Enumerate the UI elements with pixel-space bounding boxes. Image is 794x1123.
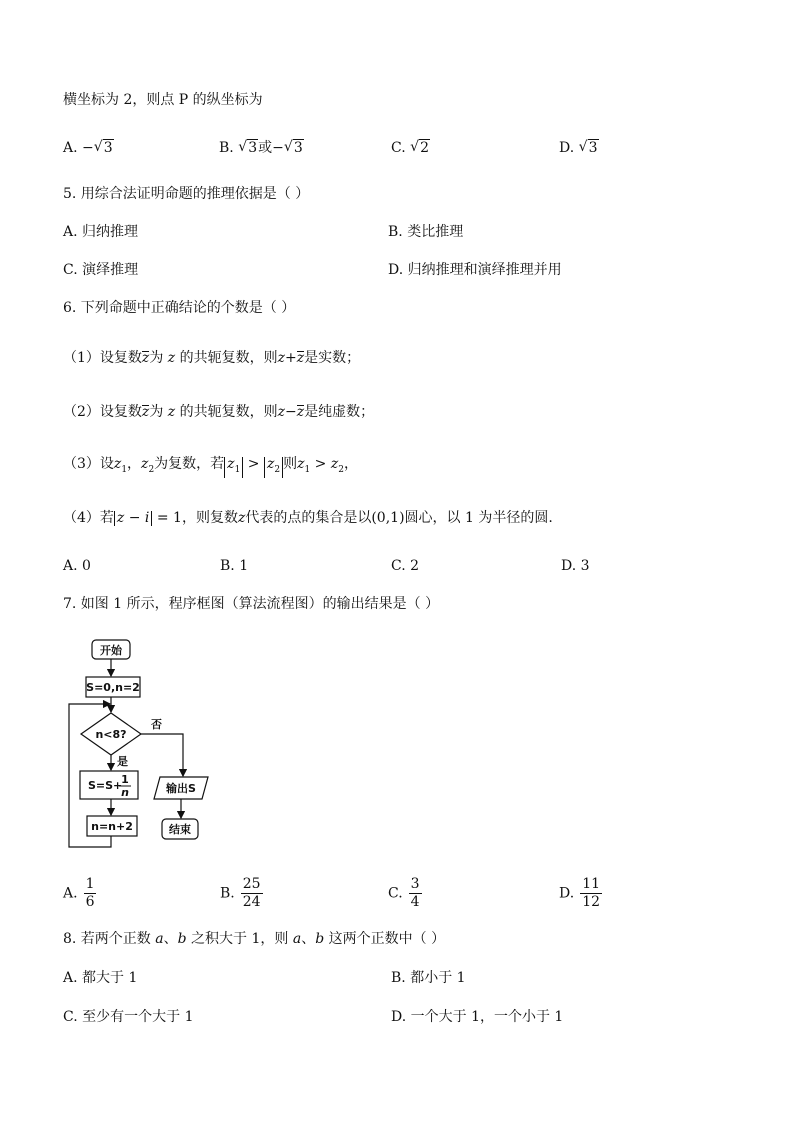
q6-stem: 6. 下列命题中正确结论的个数是（ ） [63, 300, 296, 316]
q6-option-b[interactable]: B. 1 [220, 558, 249, 574]
flow-init-text: S=0,n=2 [86, 681, 140, 694]
q5-option-d[interactable]: D. 归纳推理和演绎推理并用 [388, 262, 562, 278]
q6-option-c[interactable]: C. 2 [391, 558, 420, 574]
q8-option-d[interactable]: D. 一个大于 1，一个小于 1 [391, 1009, 564, 1025]
flow-decision-text: n<8? [95, 728, 127, 741]
q7-option-b[interactable]: B. $\frac{25}{24}$ [220, 876, 261, 910]
flow-output-text: 输出S [166, 782, 196, 795]
sqrt-symbol: √ 3 [579, 138, 599, 158]
flow-incr-text: n=n+2 [91, 820, 133, 833]
flow-end-text: 结束 [169, 823, 191, 836]
q8-option-c[interactable]: C. 至少有一个大于 1 [63, 1009, 194, 1025]
q6-statement-1: （1）设复数z为 z 的共轭复数，则z+z是实数； [63, 350, 361, 366]
sqrt-symbol: √ 3 [284, 138, 304, 158]
q6-statement-4: （4）若 z − i = 1，则复数z代表的点的集合是以(0,1)圆心，以 1 为半径的圆. [63, 510, 553, 526]
q6-option-a[interactable]: A. 0 [63, 558, 91, 574]
fraction: $\frac{11}{12}$ [582, 876, 601, 910]
q8-option-a[interactable]: A. 都大于 1 [63, 970, 138, 986]
q4-option-a[interactable]: A. −√ 3 [63, 138, 114, 158]
q5-option-b[interactable]: B. 类比推理 [388, 224, 464, 240]
flow-update-den: n [121, 786, 129, 799]
q5-stem: 5. 用综合法证明命题的推理依据是（ ） [63, 186, 310, 202]
flow-update-text: S=S+ [88, 779, 123, 792]
q4-option-d[interactable]: D. √ 3 [559, 138, 599, 158]
fraction: $\frac{3}{4}$ [410, 876, 420, 910]
fraction: $\frac{25}{24}$ [242, 876, 261, 910]
q5-option-c[interactable]: C. 演绎推理 [63, 262, 139, 278]
sqrt-symbol: √ 3 [238, 138, 258, 158]
q6-statement-3: （3）设$z_1$，$z_2$为复数，若 $z_1 > z_2$ 则$z_1 > z_2$， [63, 454, 358, 480]
flow-start-text: 开始 [100, 644, 122, 657]
q7-option-a[interactable]: A. $\frac{1}{6}$ [63, 876, 95, 910]
flow-update-num: 1 [121, 773, 129, 786]
q5-option-a[interactable]: A. 归纳推理 [63, 224, 139, 240]
flowchart-diagram [66, 633, 226, 853]
q4-stem: 横坐标为 2，则点 P 的纵坐标为 [63, 92, 263, 108]
q6-option-d[interactable]: D. 3 [561, 558, 590, 574]
flow-no-label: 否 [151, 718, 162, 731]
q8-option-b[interactable]: B. 都小于 1 [391, 970, 466, 986]
fraction: $\frac{1}{6}$ [85, 876, 95, 910]
sqrt-symbol: √ 2 [410, 138, 430, 158]
flow-yes-label: 是 [117, 755, 128, 768]
q7-option-d[interactable]: D. $\frac{11}{12}$ [559, 876, 601, 910]
q6-statement-2: （2）设复数z为 z 的共轭复数，则z−z是纯虚数； [63, 404, 375, 420]
q4-option-b[interactable]: B. √ 3或−√ 3 [219, 138, 304, 158]
q8-stem: 8. 若两个正数 a、b 之积大于 1，则 a、b 这两个正数中（ ） [63, 931, 446, 947]
q7-stem: 7. 如图 1 所示，程序框图（算法流程图）的输出结果是（ ） [63, 596, 440, 612]
q7-option-c[interactable]: C. $\frac{3}{4}$ [388, 876, 420, 910]
sqrt-symbol: √ 3 [94, 138, 114, 158]
q4-option-c[interactable]: C. √ 2 [391, 138, 430, 158]
